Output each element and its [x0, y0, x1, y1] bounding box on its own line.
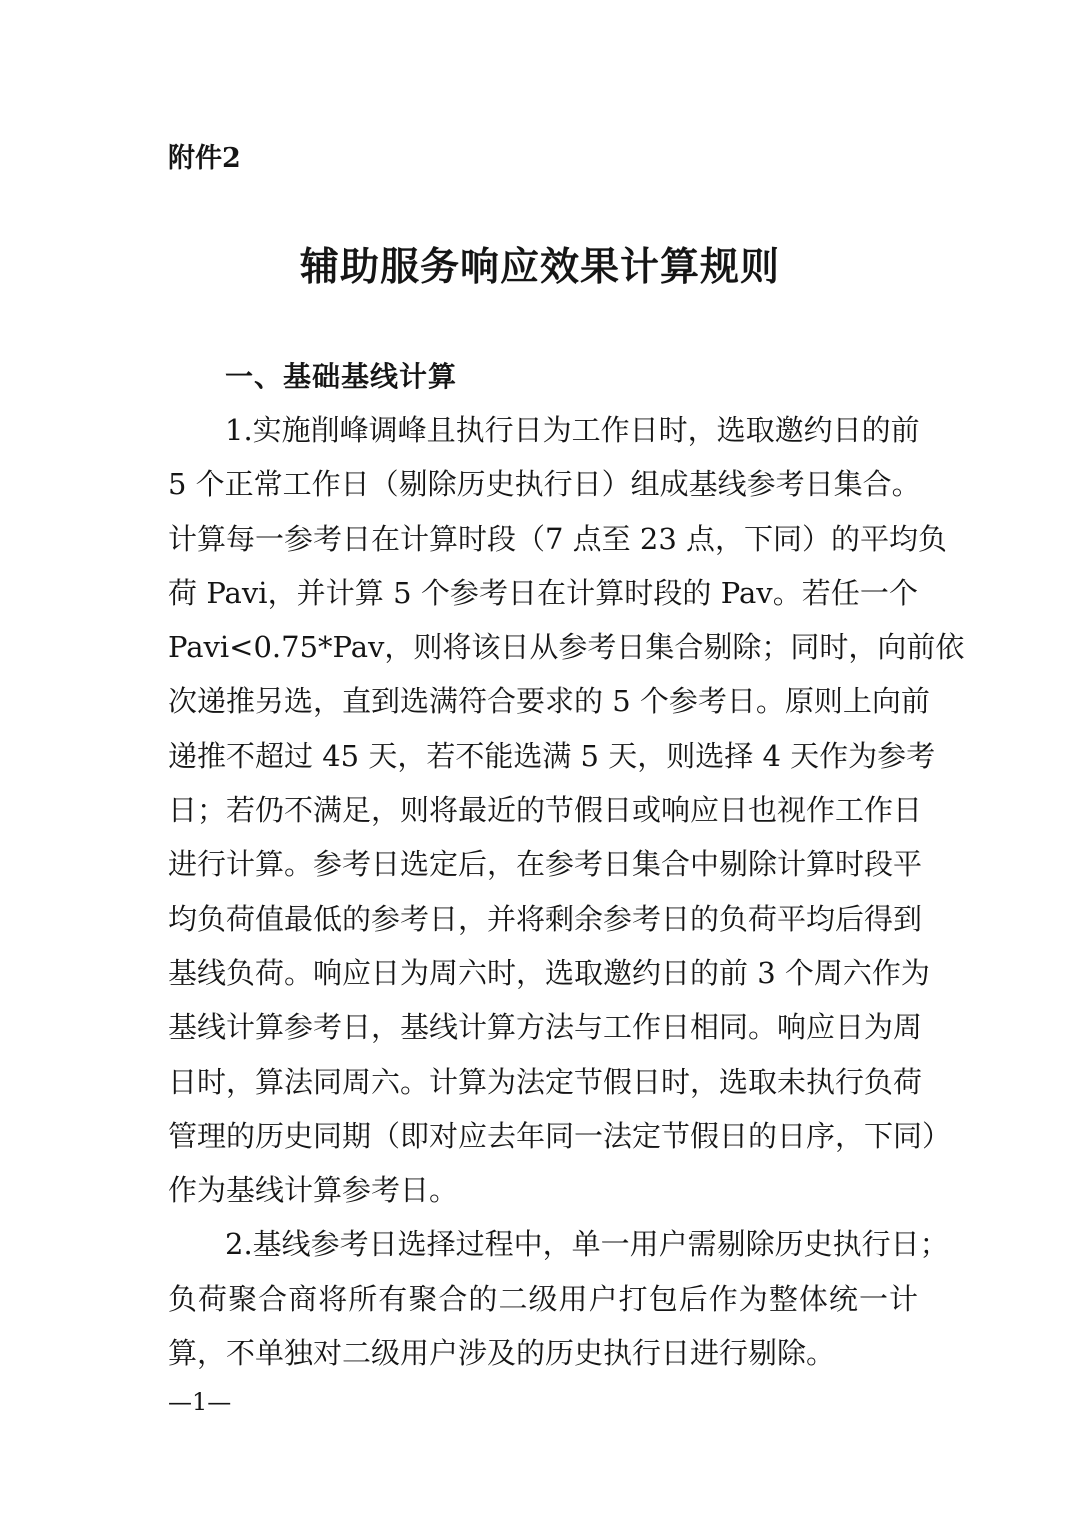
page-number: —1—: [168, 1388, 232, 1416]
paragraph-2-line: 负荷聚合商将所有聚合的二级用户打包后作为整体统一计: [168, 1282, 918, 1316]
section-heading: 一、基础基线计算: [225, 360, 458, 393]
paragraph-1-line: Pavi<0.75*Pav，则将该日从参考日集合剔除；同时，向前依: [168, 630, 965, 664]
paragraph-1-line: 日；若仍不满足，则将最近的节假日或响应日也视作工作日: [168, 793, 923, 827]
paragraph-2-line: 算，不单独对二级用户涉及的历史执行日进行剔除。: [168, 1336, 836, 1370]
paragraph-1-line: 次递推另选，直到选满符合要求的 5 个参考日。原则上向前: [168, 684, 930, 718]
paragraph-1-line: 荷 Pavi，并计算 5 个参考日在计算时段的 Pav。若任一个: [168, 576, 918, 610]
paragraph-1-line: 均负荷值最低的参考日，并将剩余参考日的负荷平均后得到: [168, 902, 923, 936]
paragraph-1-line: 1.实施削峰调峰且执行日为工作日时，选取邀约日的前: [225, 413, 920, 447]
paragraph-1-line: 递推不超过 45 天，若不能选满 5 天，则选择 4 天作为参考: [168, 739, 936, 773]
document-title: 辅助服务响应效果计算规则: [299, 244, 780, 290]
paragraph-1-line: 作为基线计算参考日。: [168, 1173, 459, 1207]
attachment-label: 附件2: [168, 143, 241, 174]
paragraph-1-line: 进行计算。参考日选定后，在参考日集合中剔除计算时段平: [168, 847, 923, 881]
paragraph-1-line: 5 个正常工作日（剔除历史执行日）组成基线参考日集合。: [168, 467, 921, 501]
paragraph-1-line: 基线负荷。响应日为周六时，选取邀约日的前 3 个周六作为: [168, 956, 930, 990]
paragraph-1-line: 计算每一参考日在计算时段（7 点至 23 点，下同）的平均负: [168, 522, 948, 556]
paragraph-2-line: 2.基线参考日选择过程中，单一用户需剔除历史执行日；: [225, 1227, 949, 1261]
paragraph-1-line: 基线计算参考日，基线计算方法与工作日相同。响应日为周: [168, 1010, 923, 1044]
paragraph-1-line: 管理的历史同期（即对应去年同一法定节假日的日序，下同）: [168, 1119, 952, 1153]
paragraph-1-line: 日时，算法同周六。计算为法定节假日时，选取未执行负荷: [168, 1065, 923, 1099]
